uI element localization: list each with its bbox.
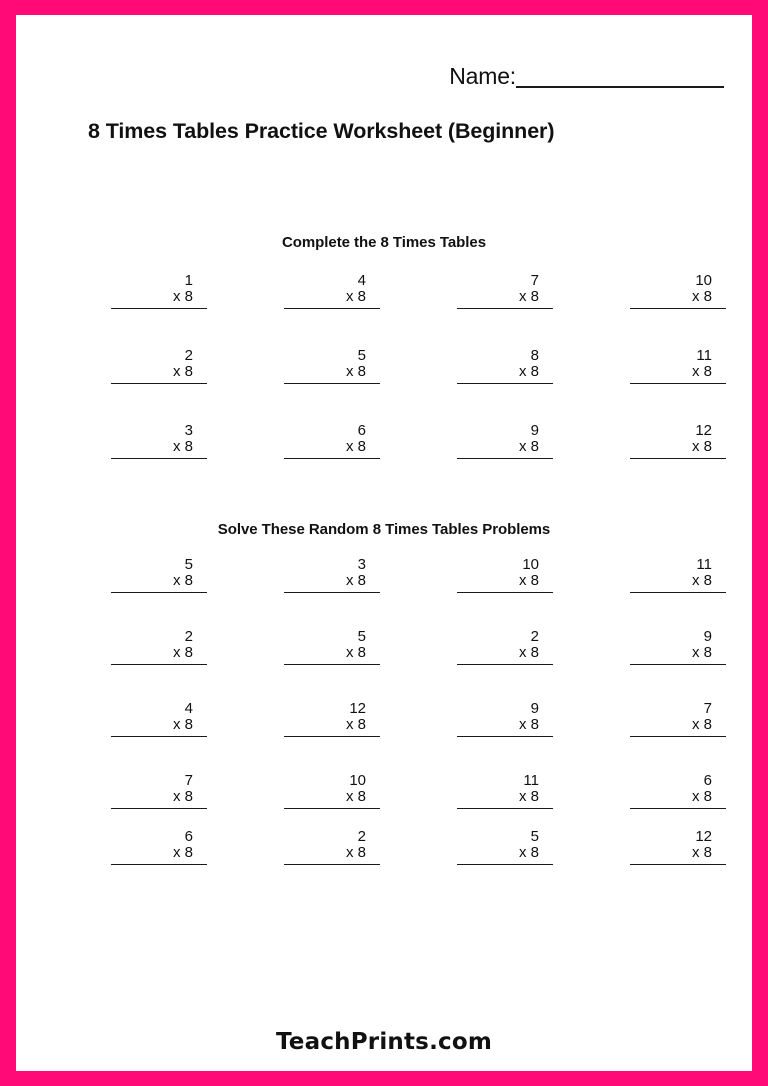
problem[interactable] — [380, 423, 553, 459]
problem[interactable] — [380, 629, 553, 701]
problem-inner — [111, 423, 207, 459]
problem-inner — [457, 273, 553, 309]
section-1 — [16, 459, 752, 865]
problem-multiplier-and-answer-line[interactable]: x 8 — [457, 438, 553, 459]
section-heading: Solve These Random 8 Times Tables Problems — [217, 520, 551, 538]
problem-inner — [111, 557, 207, 593]
problem[interactable] — [553, 348, 726, 384]
problem-inner — [111, 348, 207, 384]
name-label: Name: — [449, 63, 516, 89]
problem-operand: 9 — [703, 627, 712, 645]
problem[interactable] — [34, 701, 207, 773]
problem-operand: 11 — [696, 346, 712, 364]
problem[interactable] — [380, 557, 553, 629]
problem-operand: 12 — [695, 827, 712, 845]
problem-multiplier-and-answer-line[interactable]: x 8 — [111, 716, 207, 737]
problem-operand: 5 — [184, 555, 193, 573]
problem[interactable] — [553, 829, 726, 865]
problem-operand: 4 — [357, 272, 366, 289]
problem-operand: 10 — [522, 555, 539, 573]
problem[interactable] — [553, 557, 726, 629]
problem-multiplier-and-answer-line[interactable]: x 8 — [457, 363, 553, 384]
problem[interactable] — [207, 348, 380, 384]
problem-operand: 6 — [703, 771, 712, 789]
problem[interactable] — [34, 557, 207, 629]
problem-multiplier-and-answer-line[interactable]: x 8 — [111, 438, 207, 459]
problem-inner — [284, 273, 380, 309]
problem-inner — [284, 348, 380, 384]
problem-operand: 2 — [184, 346, 193, 364]
problem-operand: 11 — [696, 555, 712, 573]
problem-inner — [630, 557, 726, 593]
problem-multiplier-and-answer-line[interactable]: x 8 — [457, 288, 553, 309]
footer-brand: TeachPrints.com — [275, 1029, 493, 1055]
problem-inner — [630, 348, 726, 384]
problem-operand: 9 — [530, 421, 539, 439]
problem[interactable] — [34, 273, 207, 309]
problem-inner — [111, 629, 207, 665]
section-0 — [16, 144, 752, 459]
problem-multiplier-and-answer-line[interactable]: x 8 — [630, 644, 726, 665]
problem-multiplier-and-answer-line[interactable]: x 8 — [457, 572, 553, 593]
page-title: 8 Times Tables Practice Worksheet (Beginner) — [88, 119, 555, 143]
problem-inner — [457, 423, 553, 459]
name-input-blank[interactable] — [516, 67, 724, 88]
problem-operand: 6 — [184, 827, 193, 845]
problem[interactable] — [380, 829, 553, 865]
problem-inner — [111, 701, 207, 737]
problem-operand: 5 — [357, 346, 366, 364]
problem-inner — [630, 273, 726, 309]
problem-multiplier-and-answer-line[interactable]: x 8 — [457, 644, 553, 665]
problem[interactable] — [207, 557, 380, 629]
problem[interactable] — [207, 701, 380, 773]
problem-inner — [284, 829, 380, 865]
problem[interactable] — [207, 829, 380, 865]
problem-multiplier-and-answer-line[interactable]: x 8 — [284, 438, 380, 459]
section-heading: Complete the 8 Times Tables — [282, 234, 486, 251]
problem-multiplier-and-answer-line[interactable]: x 8 — [284, 844, 380, 865]
problem[interactable] — [380, 773, 553, 829]
problem-operand: 4 — [184, 699, 193, 717]
problem-multiplier-and-answer-line[interactable]: x 8 — [284, 572, 380, 593]
problem-operand: 8 — [530, 346, 539, 364]
problem-operand: 7 — [184, 771, 193, 789]
problem-multiplier-and-answer-line[interactable]: x 8 — [630, 716, 726, 737]
problem[interactable] — [553, 273, 726, 309]
problem-multiplier-and-answer-line[interactable]: x 8 — [630, 572, 726, 593]
problem-multiplier-and-answer-line[interactable]: x 8 — [111, 844, 207, 865]
problem-inner — [284, 773, 380, 809]
problem-inner — [111, 773, 207, 809]
problem-operand: 10 — [695, 272, 712, 289]
problem-operand: 3 — [184, 421, 193, 439]
problem-multiplier-and-answer-line[interactable]: x 8 — [457, 788, 553, 809]
problem[interactable] — [34, 829, 207, 865]
problem[interactable] — [553, 773, 726, 829]
problem[interactable] — [34, 423, 207, 459]
problem-multiplier-and-answer-line[interactable]: x 8 — [457, 844, 553, 865]
problem-operand: 11 — [523, 771, 539, 789]
problem-inner — [457, 348, 553, 384]
problem-inner — [457, 829, 553, 865]
problem-operand: 3 — [357, 555, 366, 573]
problem[interactable] — [34, 629, 207, 701]
problem-multiplier-and-answer-line[interactable]: x 8 — [284, 288, 380, 309]
problem-multiplier-and-answer-line[interactable]: x 8 — [630, 288, 726, 309]
problem-multiplier-and-answer-line[interactable]: x 8 — [111, 788, 207, 809]
problem-grid — [16, 273, 752, 459]
problem-inner — [284, 629, 380, 665]
problem-operand: 12 — [695, 421, 712, 439]
problem[interactable] — [207, 629, 380, 701]
problem-multiplier-and-answer-line[interactable]: x 8 — [111, 288, 207, 309]
problem-multiplier-and-answer-line[interactable]: x 8 — [284, 644, 380, 665]
problem-operand: 1 — [184, 272, 193, 289]
problem-multiplier-and-answer-line[interactable]: x 8 — [111, 363, 207, 384]
problem-inner — [630, 629, 726, 665]
problem-inner — [111, 829, 207, 865]
problem-inner — [111, 273, 207, 309]
problem-multiplier-and-answer-line[interactable]: x 8 — [630, 844, 726, 865]
problem[interactable] — [34, 348, 207, 384]
problem-inner — [457, 701, 553, 737]
problem-grid — [16, 557, 752, 865]
problem[interactable] — [380, 701, 553, 773]
problem-multiplier-and-answer-line[interactable]: x 8 — [630, 438, 726, 459]
name-row — [16, 15, 752, 88]
footer — [16, 1029, 752, 1055]
problem-operand: 2 — [530, 627, 539, 645]
problem[interactable] — [380, 348, 553, 384]
problem-inner — [630, 829, 726, 865]
sections-container — [16, 144, 752, 865]
problem-operand: 5 — [357, 627, 366, 645]
problem-inner — [284, 557, 380, 593]
problem-operand: 2 — [357, 827, 366, 845]
problem-operand: 6 — [357, 421, 366, 439]
problem-multiplier-and-answer-line[interactable]: x 8 — [284, 788, 380, 809]
problem[interactable] — [34, 773, 207, 829]
problem[interactable] — [553, 701, 726, 773]
problem-operand: 7 — [703, 699, 712, 717]
problem-inner — [457, 629, 553, 665]
problem-inner — [284, 701, 380, 737]
problem-inner — [457, 557, 553, 593]
problem-inner — [284, 423, 380, 459]
problem-inner — [630, 701, 726, 737]
problem-inner — [630, 423, 726, 459]
problem[interactable] — [380, 273, 553, 309]
problem[interactable] — [207, 273, 380, 309]
problem-inner — [630, 773, 726, 809]
problem-inner — [457, 773, 553, 809]
problem-operand: 7 — [530, 272, 539, 289]
problem-multiplier-and-answer-line[interactable]: x 8 — [284, 716, 380, 737]
problem[interactable] — [553, 423, 726, 459]
problem-multiplier-and-answer-line[interactable]: x 8 — [111, 572, 207, 593]
problem[interactable] — [207, 773, 380, 829]
problem-operand: 10 — [349, 771, 366, 789]
problem-operand: 12 — [349, 699, 366, 717]
worksheet-sheet — [16, 15, 752, 1071]
problem-operand: 5 — [530, 827, 539, 845]
problem-multiplier-and-answer-line[interactable]: x 8 — [111, 644, 207, 665]
problem-multiplier-and-answer-line[interactable]: x 8 — [630, 363, 726, 384]
problem-operand: 2 — [184, 627, 193, 645]
problem-multiplier-and-answer-line[interactable]: x 8 — [457, 716, 553, 737]
problem-multiplier-and-answer-line[interactable]: x 8 — [284, 363, 380, 384]
problem[interactable] — [553, 629, 726, 701]
problem-operand: 9 — [530, 699, 539, 717]
problem-multiplier-and-answer-line[interactable]: x 8 — [630, 788, 726, 809]
problem[interactable] — [207, 423, 380, 459]
